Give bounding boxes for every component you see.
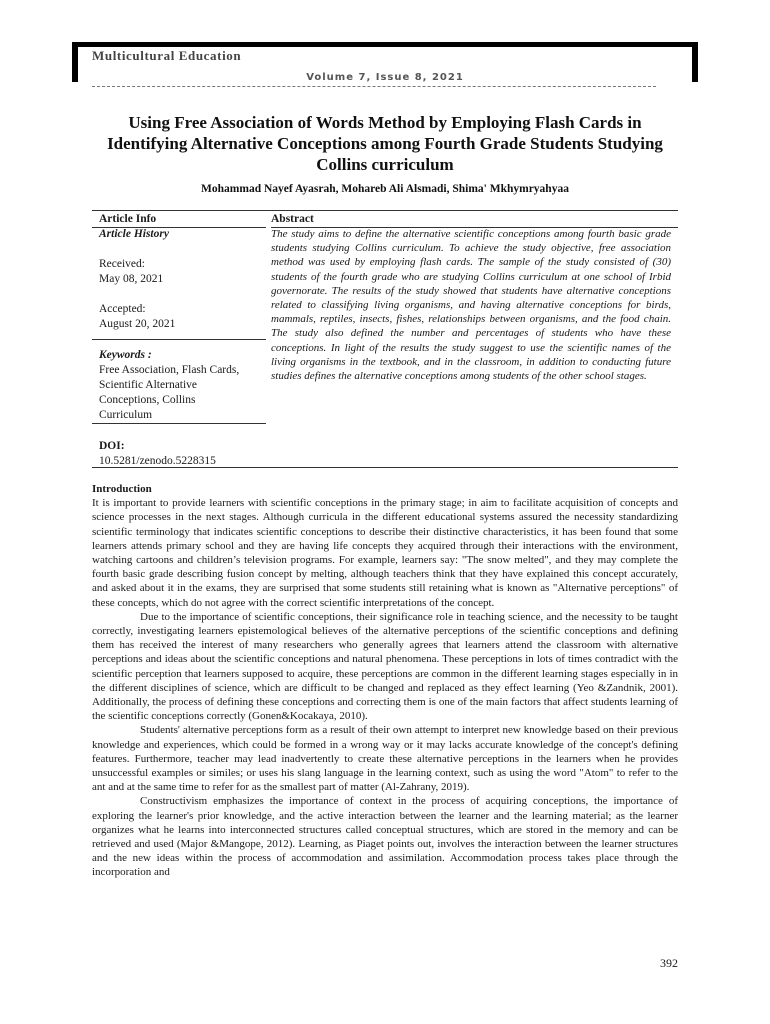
- introduction-paragraph-4: Constructivism emphasizes the importance of context in the process of acquiring conceptions, the importance of exploring the learner's prior knowledge, and the active interaction between the learner and the learning material; as the learner organizes what he learns into interconnected structures called conceptual structures, which are stored in the memory and can be retrieved and used (Major &Mangope, 2012). Learning, as Piaget points out, involves the interaction between the learner structures and the new ideas within the process of accommodation and assimilation. Accommodation process takes place through the incorporation and: [92, 795, 678, 879]
- keywords-list: Free Association, Flash Cards, Scientific Alternative Conceptions, Collins Curriculum: [99, 364, 240, 421]
- keywords-heading: Keywords :: [99, 349, 152, 361]
- accepted-date: August 20, 2021: [99, 318, 176, 330]
- abstract-column: [271, 212, 671, 383]
- accepted-label: Accepted:: [99, 303, 146, 315]
- article-info-heading: Article Info: [99, 213, 157, 225]
- doi-link[interactable]: 10.5281/zenodo.5228315: [99, 455, 216, 467]
- introduction-section: [92, 482, 678, 880]
- article-history-heading: Article History: [99, 228, 169, 240]
- introduction-heading: Introduction: [92, 483, 152, 495]
- introduction-paragraph-3: Students' alternative perceptions form as a result of their own attempt to interpret new knowledge based on their previous knowledge and experiences, which could be formed in a wrong way or it may lacks accurate knowledge of the concept's defining features. Furthermore, teacher may lead inadvertently to create these alternative perceptions in the learners when he provides unsuccessful examples or similes; or uses his slang language in the learning context, such as using the word "Atom" to refer to the ant and at the same time to refer for as the smallest part of matter (Al-Zahrany, 2019).: [92, 724, 678, 794]
- article-title: Using Free Association of Words Method by Employing Flash Cards in Identifying Alternative Conceptions among Fourth Grade Students Studying Collins curriculum: [107, 113, 663, 174]
- header-bracket-top: [72, 42, 698, 47]
- journal-name: Multicultural Education: [92, 48, 242, 63]
- volume-issue: Volume 7, Issue 8, 2021: [306, 72, 464, 83]
- abstract-heading: Abstract: [271, 213, 314, 225]
- article-authors: Mohammad Nayef Ayasrah, Mohareb Ali Alsmadi, Shima' Mkhymryahyaa: [201, 183, 569, 195]
- introduction-paragraph-1: It is important to provide learners with scientific conceptions in the primary stage; in aim to facilitate acquisition of concepts and science processes in the next stages. Although curricula in the different educational systems assured the necessity standardizing scientific terminology that indicates scientific conceptions to describe their distinctive characteristics, it has been found that some learners attends primary school and they are having life concepts they acquired through their interactions with the environment, watching cartoons and children’s television programs. For example, learners say: "The snow melted", and they may complete the fourth basic grade describing fusion concept by melting, although teachers think that they have explained this concept accurately, and asked about it in the exams, they are surprised that some students still retaining what is known as "Alternative perceptions" of these concepts, which do not agree with the correct scientific interpretations of the concept.: [92, 497, 678, 609]
- received-date: May 08, 2021: [99, 273, 164, 285]
- abstract-text: The study aims to define the alternative scientific conceptions among fourth basic grade students studying Collins curriculum. To achieve the study objective, free association method was used by employing flash cards. The sample of the study consisted of (30) students of the fourth grade who are studying Collins curriculum at one school of Irbid governorate. The results of the study showed that students have alternative conceptions related to classifying living organisms, and having alternative conceptions for birds, mammals, reptiles, insects, fishes, relationships between organisms, and the food chain. The study also defined the number and percentages of students who have these conceptions. In light of the results the study suggest to use the scientific names of the living organisms in the textbook, and in the classroom, in addition to conducting future studies defines the alternative conceptions among students of the other school stages.: [271, 228, 671, 383]
- info-top-rule: [92, 210, 678, 211]
- introduction-paragraph-2: Due to the importance of scientific conceptions, their significance role in teaching science, and the necessity to be taught correctly, investigating learners epistemological believes of the alternative perceptions of the scientific conceptions and defining them has received the interest of many researchers who generally agrees that learners attend the classroom with alternative perceptions and ideas about the scientific conceptions and natural phenomena. These perceptions in lots of times contradict with the scientific perception that learners supposed to acquire, these perceptions are common in the different learning stages especially in in the different disciplines of science, which are difficult to be changed and replaced as they effect learning (Yeo &Zandnik, 2001). Additionally, the process of defining these conceptions and correcting them is one of the main factors that affect students learning of the scientific conceptions correctly (Gonen&Kocakaya, 2010).: [92, 610, 678, 723]
- header-divider: [92, 86, 656, 87]
- article-info-column: [99, 212, 259, 469]
- doi-label: DOI:: [99, 440, 125, 452]
- page-number: 392: [660, 956, 678, 970]
- received-label: Received:: [99, 258, 145, 270]
